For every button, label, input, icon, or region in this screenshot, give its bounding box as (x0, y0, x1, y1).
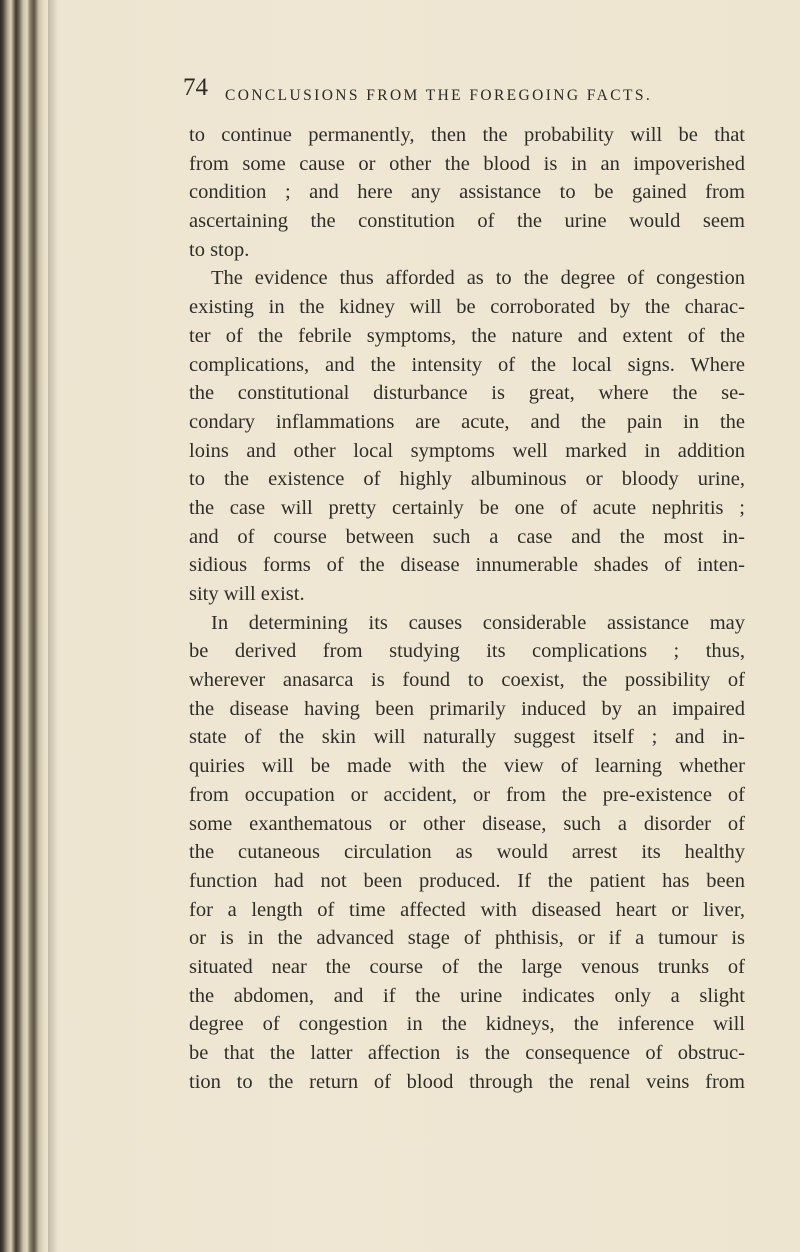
text-line: from some cause or other the blood is in an impoverished (189, 152, 745, 175)
page-header (183, 74, 723, 110)
text-line: function had not been produced. If the patient has been (189, 869, 745, 892)
text-line: the cutaneous circulation as would arrest its healthy (189, 841, 745, 864)
page-number: 74 (183, 74, 208, 101)
text-line: the case will pretty certainly be one of acute nephritis ; (189, 496, 745, 519)
text-line: In determining its causes considerable assistance may (211, 611, 745, 634)
text-line: the abdomen, and if the urine indicates only a slight (189, 984, 745, 1007)
text-line: situated near the course of the large venous trunks of (189, 955, 745, 978)
text-line: degree of congestion in the kidneys, the inference will (189, 1013, 745, 1036)
text-line: sity will exist. (189, 583, 305, 605)
text-line: existing in the kidney will be corroborated by the charac- (189, 296, 745, 319)
text-line: wherever anasarca is found to coexist, the possibility of (189, 669, 745, 692)
text-line: from occupation or accident, or from the pre-existence of (189, 783, 745, 806)
text-line: to continue permanently, then the probability will be that (189, 124, 745, 146)
text-line: sidious forms of the disease innumerable shades of inten- (189, 554, 745, 577)
text-line: quiries will be made with the view of learning whether (189, 755, 745, 778)
text-line: condition ; and here any assistance to be gained from (189, 181, 745, 204)
text-line: to the existence of highly albuminous or bloody urine, (189, 468, 745, 491)
book-binding (0, 0, 48, 1252)
body-text (189, 121, 745, 1096)
running-title: CONCLUSIONS FROM THE FOREGOING FACTS. (225, 87, 653, 104)
text-line: and of course between such a case and the most in- (189, 525, 745, 548)
text-line: to stop. (189, 238, 250, 261)
text-line: some exanthematous or other disease, such a disorder of (189, 812, 745, 835)
text-line: or is in the advanced stage of phthisis, or if a tumour is (189, 927, 745, 950)
text-line: ter of the febrile symptoms, the nature and extent of the (189, 324, 745, 347)
text-line: loins and other local symptoms well marked in addition (189, 439, 745, 462)
text-line: state of the skin will naturally suggest itself ; and in- (189, 726, 745, 749)
text-line: tion to the return of blood through the renal veins from (189, 1070, 745, 1093)
text-line: ascertaining the constitution of the urine would seem (189, 210, 745, 233)
text-line: the disease having been primarily induced by an impaired (189, 697, 745, 720)
text-line: be that the latter affection is the consequence of obstruc- (189, 1042, 745, 1064)
text-line: the constitutional disturbance is great, where the se- (189, 382, 745, 405)
text-line: condary inflammations are acute, and the pain in the (189, 410, 745, 433)
text-line: complications, and the intensity of the local signs. Where (189, 353, 745, 376)
text-line: for a length of time affected with diseased heart or liver, (189, 898, 745, 921)
text-line: be derived from studying its complications ; thus, (189, 640, 745, 663)
binding-shadow (48, 0, 58, 1252)
text-line: The evidence thus afforded as to the degree of congestion (211, 267, 745, 290)
